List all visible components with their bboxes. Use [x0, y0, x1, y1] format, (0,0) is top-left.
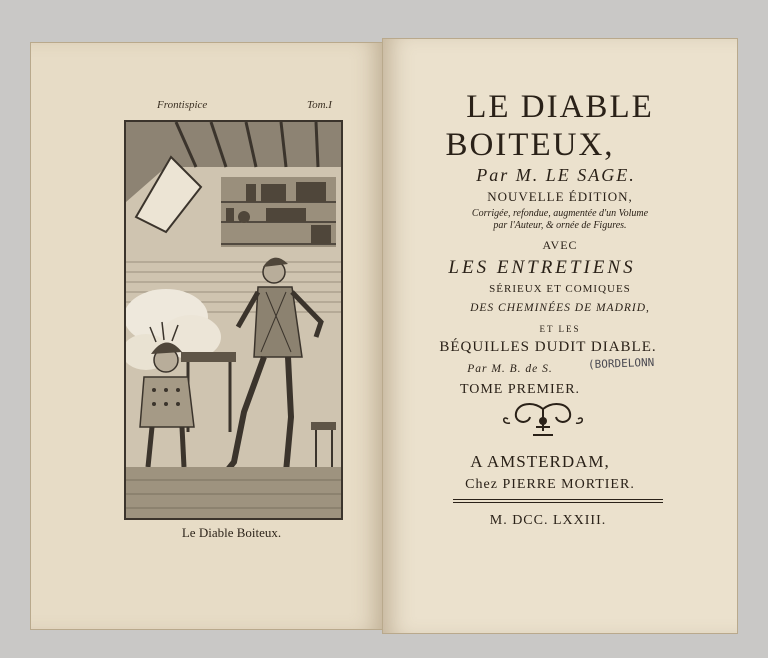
avec-line: AVEC [542, 238, 578, 252]
entretiens-line: LES ENTRETIENS [448, 257, 636, 278]
cheminees-line: DES CHEMINÉES DE MADRID, [470, 302, 650, 314]
par-mb-line: Par M. B. de S. [467, 363, 553, 375]
rule-top [453, 499, 663, 500]
frontispiece-label: Frontispice [157, 99, 208, 111]
engraving-illustration-icon [126, 122, 341, 518]
left-page-frontispiece [30, 42, 384, 630]
engraving-plate [124, 120, 343, 520]
place-line: A AMSTERDAM, [470, 452, 610, 471]
publisher-line: Chez PIERRE MORTIER. [465, 477, 635, 492]
title-line-2: BOITEUX, [445, 127, 615, 163]
frontispiece-header [157, 99, 377, 111]
handwritten-annotation: (BORDELONN [587, 355, 655, 372]
title-line-1: LE DIABLE [466, 89, 654, 125]
right-page-title [382, 38, 738, 634]
edition-note-2: par l'Auteur, & ornée de Figures. [493, 220, 627, 231]
author-line: Par M. LE SAGE. [476, 165, 636, 185]
rule-bottom [453, 502, 663, 503]
serieux-line: SÉRIEUX ET COMIQUES [489, 283, 631, 295]
year-line: M. DCC. LXXIII. [489, 513, 607, 528]
edition-line: NOUVELLE ÉDITION, [487, 189, 633, 204]
open-book [30, 38, 736, 634]
tome-label: Tom.I [307, 99, 332, 111]
edition-note-1: Corrigée, refondue, augmentée d'un Volume [471, 208, 649, 219]
ornament-icon [498, 401, 588, 441]
tome-premier-line: TOME PREMIER. [459, 382, 581, 397]
et-les-line: ET LES [539, 324, 581, 334]
bequilles-line: BÉQUILLES DUDIT DIABLE. [439, 339, 657, 355]
plate-caption: Le Diable Boiteux. [181, 525, 282, 540]
